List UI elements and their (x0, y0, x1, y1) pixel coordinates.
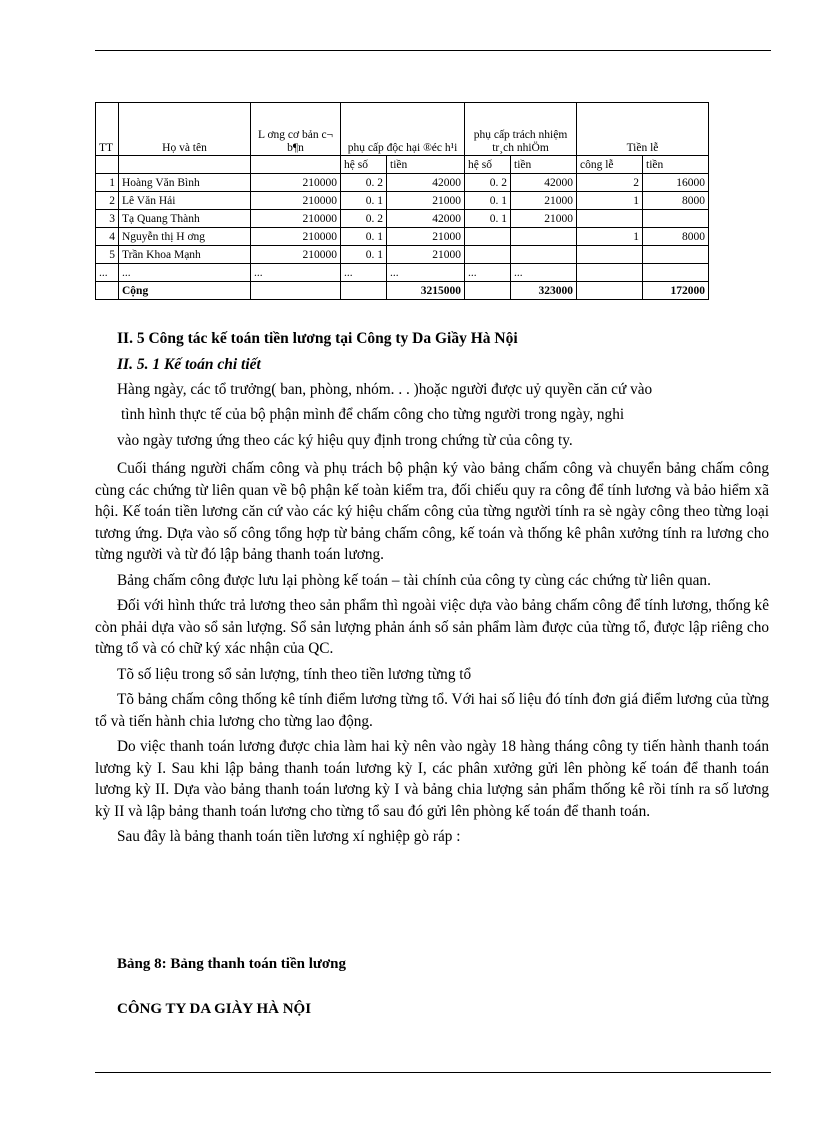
ellipsis-row: ... ... ... ... ... ... ... (96, 264, 709, 282)
intro-line-2: tình hình thực tế của bộ phận mình để chấm công cho từng người trong ngày, nghi (121, 406, 625, 423)
sub-coef-1: hệ số (341, 156, 387, 174)
sub-holiday-days: công lễ (577, 156, 643, 174)
table-row: 5 Trần Khoa Mạnh 210000 0. 1 21000 (96, 246, 709, 264)
table-row: 4 Nguyễn thị H ơng 210000 0. 1 21000 1 8000 (96, 228, 709, 246)
body-text (95, 458, 769, 848)
sub-coef-2: hệ số (465, 156, 511, 174)
paragraph: Sau đây là bảng thanh toán tiền lương xí nghiệp gò ráp : (117, 828, 461, 845)
table-row: 1 Hoàng Văn Bình 210000 0. 2 42000 0. 2 42000 2 16000 (96, 174, 709, 192)
paragraph: Do việc thanh toán lương được chia làm hai kỳ nên vào ngày 18 hàng tháng công ty tiến hành thanh toán lương kỳ I. Sau khi lập bảng thanh toán lương kỳ I, các phân xưởng gửi lên phòng kế toán để thanh toán lương kỳ II. Dựa vào bảng thanh toán lương kỳ I và bảng chia lượng sản phẩm thống kê rồi tính ra số lương kỳ II và lập bảng thanh toán lương cho từng tổ sau đó gửi lên phòng kế toán để thanh toán. (95, 738, 769, 820)
total-hazard: 3215000 (387, 282, 465, 300)
table-caption: Bảng 8: Bảng thanh toán tiền lương (117, 956, 347, 972)
paragraph: Đối với hình thức trả lương theo sản phẩm thì ngoài việc dựa vào bảng chấm công để tính lương, thống kê còn phải dựa vào sổ sản lượng. Sổ sản lượng phản ánh số sản phẩm làm được của từng tổ, được lập riêng cho từng tổ và có chữ ký xác nhận của QC. (95, 597, 769, 657)
paragraph: Bảng chấm công được lưu lại phòng kế toán – tài chính của công ty cùng các chứng từ liên quan. (117, 571, 711, 589)
paragraph: Tõ số liệu trong sổ sản lượng, tính theo tiền lương từng tổ (117, 665, 472, 683)
total-row (96, 282, 709, 300)
total-responsibility: 323000 (511, 282, 577, 300)
intro-line-1: Hàng ngày, các tổ trưởng( ban, phòng, nhóm. . . )hoặc người được uỷ quyền căn cứ vào (117, 381, 653, 398)
paragraph: Cuối tháng người chấm công và phụ trách bộ phận ký vào bảng chấm công và chuyển bảng chấm công cùng các chứng từ liên quan về bộ phận kế toàn kiểm tra, đối chiếu quy ra công để tính lương và bảo hiểm xã hội. Kế toán tiền lương căn cứ vào các ký hiệu chấm công của từng người tính ra sè ngày công theo từng loại tương ứng. Dựa vào số công tổng hợp từ bảng chấm công, kế toán và thống kê phân xưởng tính ra lương cho từng người và từ đó lập bảng thanh toán lương. (95, 460, 769, 563)
header-name: Họ và tên (119, 103, 251, 156)
sub-money-1: tiền (387, 156, 465, 174)
intro-line-3: vào ngày tương ứng theo các ký hiệu quy định trong chứng từ của công ty. (117, 432, 573, 449)
sub-heading: II. 5. 1 Kế toán chi tiết (117, 356, 261, 373)
table-row: 2 Lê Văn Hải 210000 0. 1 21000 0. 1 21000 1 8000 (96, 192, 709, 210)
sub-money-3: tiền (643, 156, 709, 174)
section-heading: II. 5 Công tác kế toán tiền lương tại Công ty Da Giầy Hà Nội (117, 330, 518, 347)
header-base-salary: L ơng cơ bản c¬ b¶n (251, 103, 341, 156)
table-row: 3 Tạ Quang Thành 210000 0. 2 42000 0. 1 21000 (96, 210, 709, 228)
table-header-row (96, 103, 709, 156)
allowance-table (95, 102, 709, 300)
total-label: Cộng (119, 282, 251, 300)
company-name: CÔNG TY DA GIÀY HÀ NỘI (117, 1001, 312, 1017)
header-tt: TT (96, 103, 119, 156)
footer-rule (95, 1072, 771, 1073)
total-holiday: 172000 (643, 282, 709, 300)
header-responsibility: phụ cấp trách nhiệm tr¸ch nhiÖm (465, 103, 577, 156)
sub-money-2: tiền (511, 156, 577, 174)
paragraph: Tõ bảng chấm công thống kê tính điểm lương từng tổ. Với hai số liệu đó tính đơn giá điểm lương của từng tổ và tiến hành chia lương cho từng lao động. (95, 691, 769, 730)
header-rule (95, 50, 771, 51)
table-subheader-row (96, 156, 709, 174)
header-holiday: Tiền lễ (577, 103, 709, 156)
header-hazard: phụ cấp độc hại ®éc h¹i (341, 103, 465, 156)
